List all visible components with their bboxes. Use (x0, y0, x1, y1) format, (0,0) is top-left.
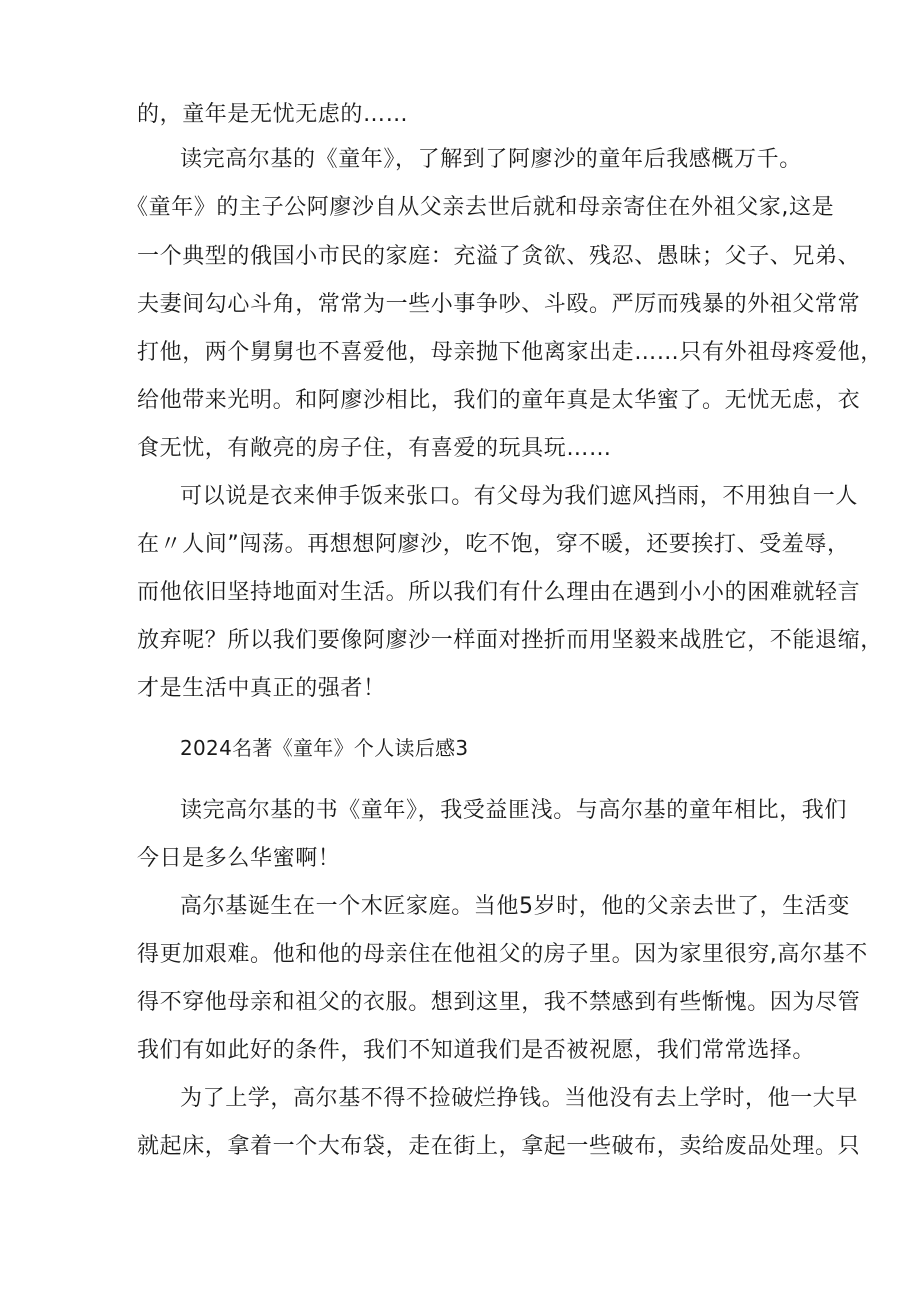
text-line: 而他依旧坚持地面对生活。所以我们有什么理由在遇到小小的困难就轻言 (137, 580, 861, 605)
paragraph-first-line: 可以说是衣来伸手饭来张口。有父母为我们遮风挡雨，不用独自一人 (180, 484, 859, 509)
paragraph-first-line: 读完高尔基的《童年》，了解到了阿廖沙的童年后我感概万千。 (180, 147, 802, 172)
text-line: 《童年》的主子公阿廖沙自从父亲去世后就和母亲寄住在外祖父家,这是 (126, 195, 835, 220)
text-line: 才是生活中真正的强者！ (137, 676, 386, 701)
paragraph-first-line: 读完高尔基的书《童年》，我受益匪浅。与高尔基的童年相比，我们 (180, 798, 848, 823)
paragraph-first-line: 高尔基诞生在一个木匠家庭。当他5岁时，他的父亲去世了，生活变 (180, 894, 850, 919)
text-line: 食无忧，有敞亮的房子住，有喜爱的玩具玩…… (137, 436, 612, 461)
text-line: 得更加艰难。他和他的母亲住在他祖父的房子里。因为家里很穷,高尔基不 (137, 942, 868, 967)
text-line: 一个典型的俄国小市民的家庭：充溢了贪欲、残忍、愚昧；父子、兄弟、 (137, 244, 861, 269)
text-line: 就起床，拿着一个大布袋，走在街上，拿起一些破布，卖给废品处理。只 (137, 1134, 861, 1159)
text-line: 给他带来光明。和阿廖沙相比，我们的童年真是太华蜜了。无忧无虑，衣 (137, 388, 861, 413)
text-line: 的，童年是无忧无虑的…… (137, 102, 409, 127)
section-heading: 2024名著《童年》个人读后感3 (180, 736, 469, 760)
text-line: 放弃呢？所以我们要像阿廖沙一样面对挫折而用坚毅来战胜它，不能退缩， (137, 628, 883, 653)
paragraph-first-line: 为了上学，高尔基不得不捡破烂挣钱。当他没有去上学时，他一大早 (180, 1086, 859, 1111)
text-line: 夫妻间勾心斗角，常常为一些小事争吵、斗殴。严厉而残暴的外祖父常常 (137, 292, 861, 317)
text-line: 打他，两个舅舅也不喜爱他，母亲抛下他离家出走……只有外祖母疼爱他， (137, 340, 883, 365)
text-line: 我们有如此好的条件，我们不知道我们是否被祝愿，我们常常选择。 (137, 1038, 816, 1063)
text-line: 今日是多么华蜜啊！ (137, 846, 341, 871)
text-line: 得不穿他母亲和祖父的衣服。想到这里，我不禁感到有些惭愧。因为尽管 (137, 990, 861, 1015)
text-line: 在〃人间”闯荡。再想想阿廖沙，吃不饱，穿不暖，还要挨打、受羞辱， (137, 532, 850, 557)
